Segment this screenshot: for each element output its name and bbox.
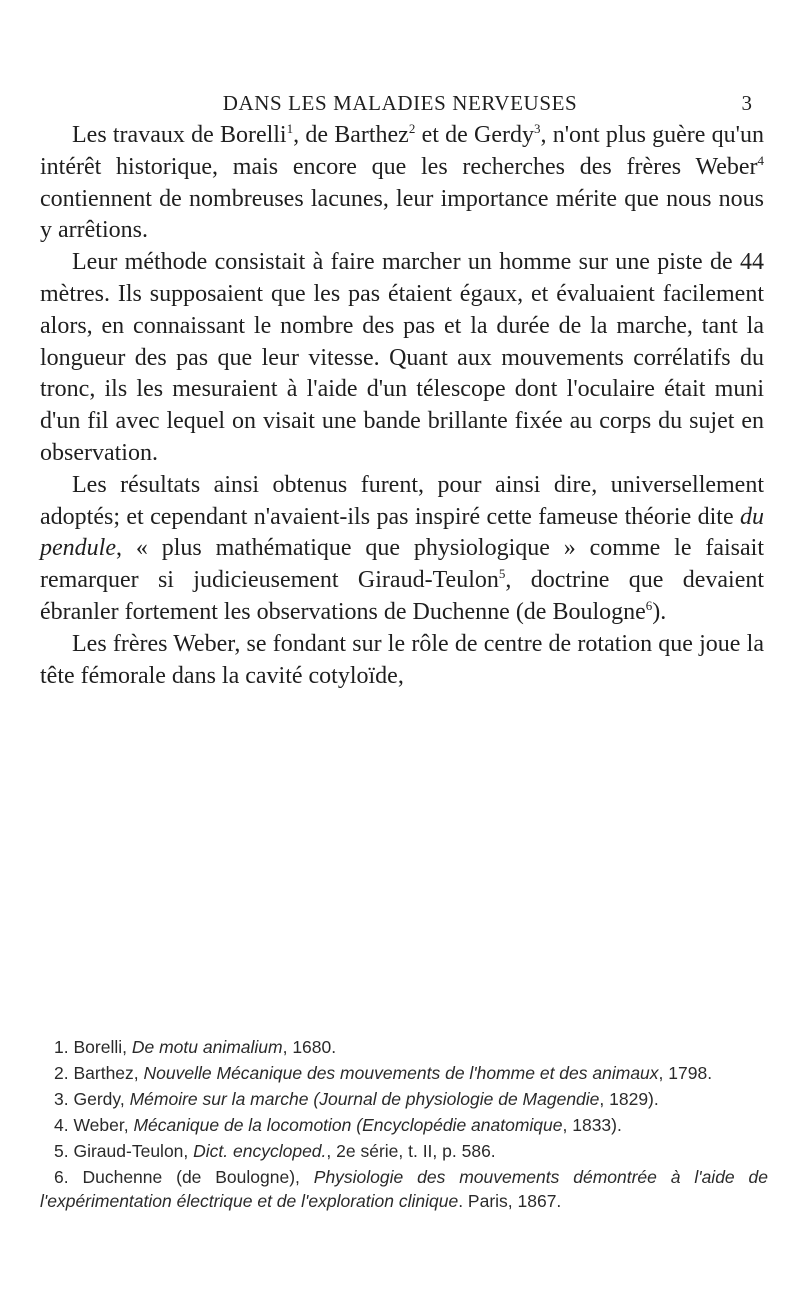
footnote-rest: , 1798. [658, 1063, 713, 1083]
footnote-rest: , 1680. [282, 1037, 337, 1057]
footnote-author: Borelli, [73, 1037, 132, 1057]
footnote [40, 1087, 768, 1111]
running-head [0, 88, 800, 118]
text-run: , de Barthez [293, 122, 409, 148]
footnotes [40, 1035, 768, 1215]
footnote-number: 4. [54, 1115, 69, 1135]
footnote [40, 1061, 768, 1085]
text-run: et de Gerdy [415, 122, 534, 148]
text-run: Les frères Weber, se fondant sur le rôle de centre de rotation que joue la tête fémorale dans la cavité cotyloïde, [40, 630, 764, 689]
footnote-number: 6. [54, 1167, 69, 1187]
text-run: , « plus mathématique que physiologique » comme le faisait remarquer si judicieusement Giraud-Teulon [40, 535, 764, 594]
footnote-number: 2. [54, 1063, 69, 1083]
paragraph [40, 120, 764, 247]
footnote-title: Dict. encycloped. [193, 1141, 327, 1161]
body-text [40, 120, 764, 692]
footnote-title: De motu animalium [131, 1037, 283, 1057]
footnote-author: Barthez, [73, 1063, 144, 1083]
page-number: 3 [741, 91, 752, 115]
text-run: ). [652, 598, 667, 625]
footnote [40, 1035, 768, 1059]
footnote-rest: , 1833). [562, 1115, 622, 1135]
text-run: Leur méthode consistait à faire marcher un homme sur une piste de 44 mètres. Ils supposaient que les pas étaient égaux, et évaluaient facilement alors, en connaissant le nombre des pas et la durée de la marche, tant la longueur des pas que leur vitesse. Quant aux mouvements corrélatifs du tronc, ils les mesuraient à l'aide d'un télescope dont l'oculaire était muni d'un fil avec lequel on visait une bande brillante fixée au corps du sujet en observation. [40, 249, 764, 466]
footnote-author: Weber, [73, 1115, 134, 1135]
footnote-rest: . Paris, 1867. [458, 1191, 562, 1211]
footnote-author: Giraud-Teulon, [73, 1141, 194, 1161]
footnote-number: 5. [54, 1141, 69, 1161]
footnote-title: Nouvelle Mécanique des mouvements de l'homme et des animaux [143, 1063, 659, 1083]
footnote-number: 3. [54, 1089, 69, 1109]
text-run: Les travaux de Borelli [72, 122, 287, 148]
footnote-marker: 3 [533, 121, 541, 136]
footnote [40, 1165, 768, 1213]
footnote [40, 1139, 768, 1163]
footnote [40, 1113, 768, 1137]
footnote-author: Gerdy, [73, 1089, 130, 1109]
footnote-marker: 6 [645, 597, 653, 613]
footnote-rest: , 2e série, t. II, p. 586. [326, 1141, 496, 1161]
footnote-author: Duchenne (de Boulogne), [82, 1167, 314, 1187]
paragraph [40, 247, 764, 470]
text-run: , n'ont plus guère qu'un intérêt historique, mais encore que les recherches des frères Weber [40, 122, 764, 180]
footnote-marker: 5 [498, 566, 506, 582]
footnote-marker: 1 [286, 121, 294, 136]
text-run: Les résultats ainsi obtenus furent, pour ainsi dire, universellement adoptés; et cependant n'avaient-ils pas inspiré cette fameuse théorie dite [40, 471, 764, 530]
running-title: DANS LES MALADIES NERVEUSES [222, 91, 578, 115]
footnote-marker: 4 [757, 152, 764, 168]
footnote-title: Physiologie des mouvements démontrée à l'aide de l'expérimentation électrique et de l'exploration clinique [40, 1167, 768, 1211]
footnote-number: 1. [54, 1037, 69, 1057]
text-run: , doctrine que devaient ébranler fortement les observations de Duchenne (de Boulogne [40, 567, 765, 625]
footnote-title: Mécanique de la locomotion (Encyclopédie anatomique [133, 1115, 563, 1135]
footnote-rest: , 1829). [599, 1089, 659, 1109]
paragraph [40, 629, 764, 693]
footnote-title: Mémoire sur la marche (Journal de physiologie de Magendie [129, 1089, 600, 1109]
text-run: contiennent de nombreuses lacunes, leur importance mérite que nous nous y arrêtions. [40, 185, 764, 244]
footnote-marker: 2 [408, 121, 416, 136]
paragraph [40, 470, 764, 629]
italic-text: du pendule [40, 503, 764, 562]
